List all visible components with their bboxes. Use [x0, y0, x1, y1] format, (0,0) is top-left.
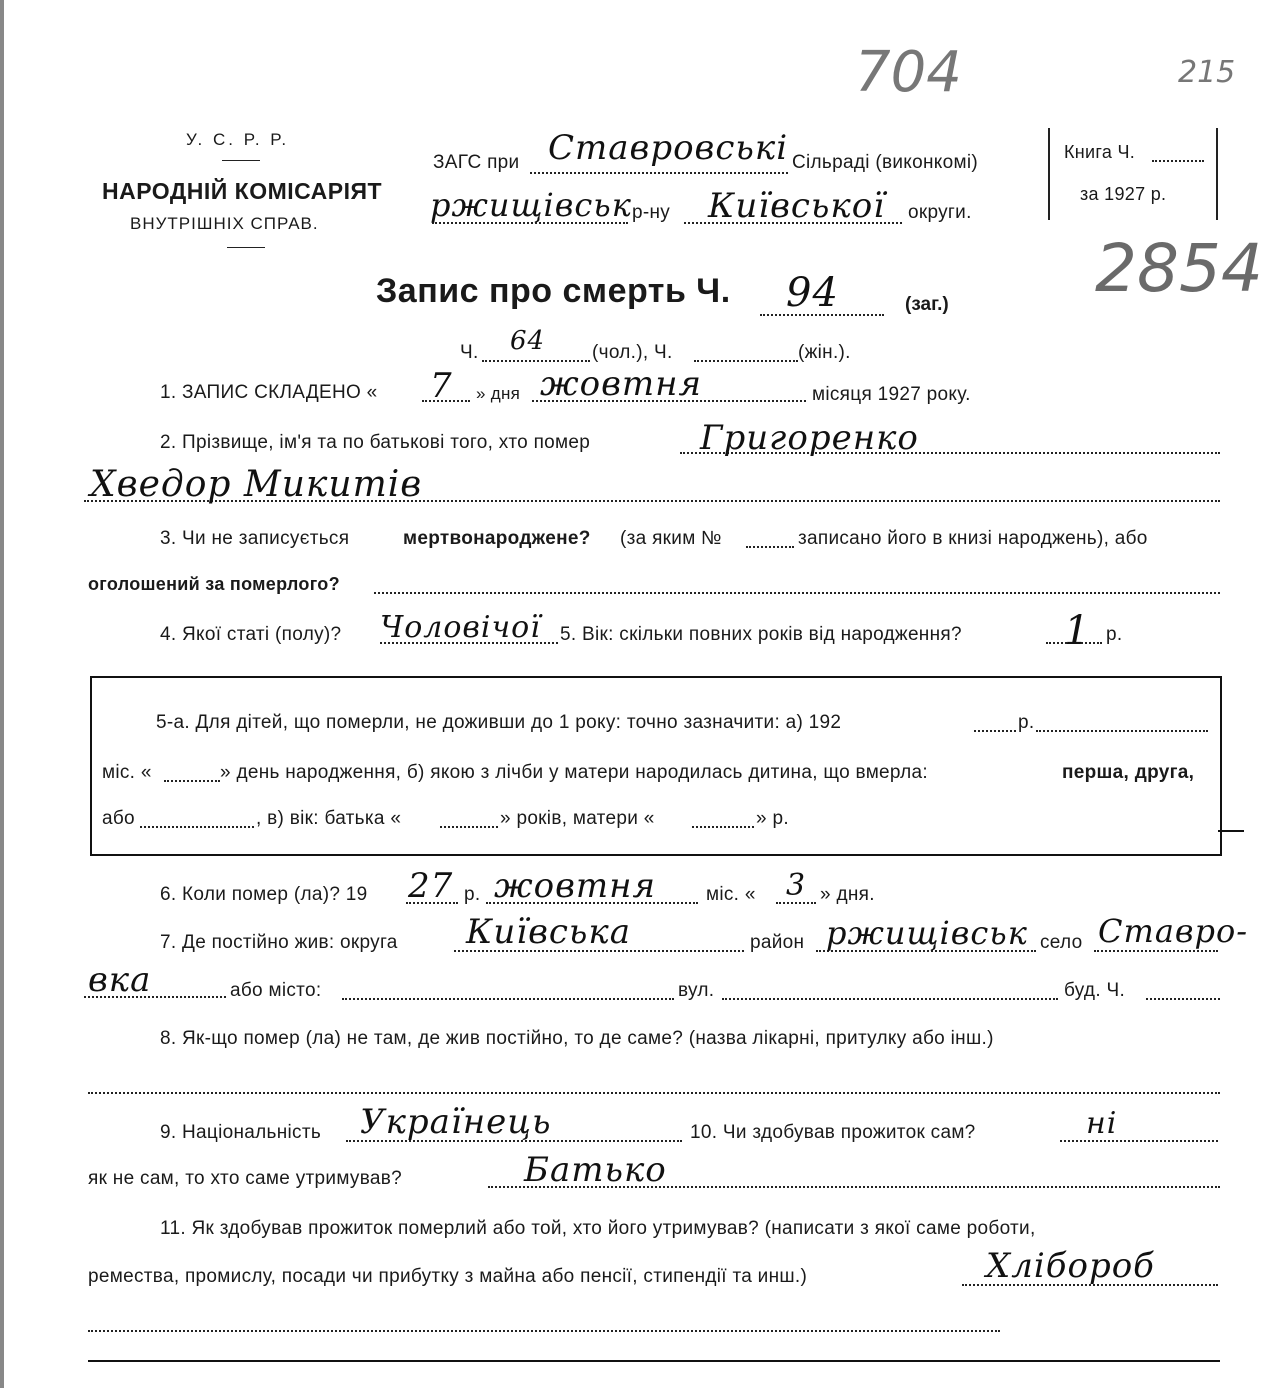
- item7-house-line: [1146, 998, 1220, 1000]
- header-commissariat: НАРОДНІЙ КОМІСАРІЯТ: [102, 178, 383, 204]
- item10-label: 10. Чи здобував прожиток сам?: [690, 1122, 976, 1143]
- item7-d: або місто:: [230, 980, 322, 1001]
- zags-village-line: [530, 172, 788, 174]
- item1-b: » дня: [476, 384, 521, 403]
- item3-e: оголошений за померлого?: [88, 574, 340, 594]
- item4-sex-handwritten: Чоловічої: [380, 610, 541, 645]
- item5a-line3a: або: [102, 808, 135, 829]
- item11-line1: 11. Як здобував прожиток померлий або той, хто його утримував? (написати з якої саме роботи,: [160, 1218, 1036, 1239]
- zags-prefix: ЗАГС при: [433, 152, 520, 173]
- pencil-number-top: 704: [855, 40, 962, 105]
- item2-text: 2. Прізвище, ім'я та по батькові того, хто помер: [160, 432, 591, 453]
- item5a-day-line: [164, 780, 220, 782]
- item7-selo-line: [1094, 950, 1218, 952]
- item4-c: р.: [1106, 624, 1123, 645]
- book-number-label: Книга Ч.: [1064, 142, 1136, 162]
- item2-surname-handwritten: Григоренко: [700, 418, 919, 458]
- item7-city-line: [342, 998, 674, 1000]
- zags-council: Сільраді (виконкомі): [792, 152, 978, 173]
- item6-b: р.: [464, 884, 481, 905]
- zags-village-handwritten: Ставровські: [548, 128, 789, 168]
- zags-okruha-handwritten: Київської: [708, 186, 886, 226]
- item1-month-handwritten: жовтня: [540, 364, 703, 404]
- item8-answer-line: [88, 1092, 1220, 1094]
- item5a-line2c: перша, друга,: [1062, 762, 1195, 783]
- item7-okruha-handwritten: Київська: [466, 912, 632, 952]
- item7-b: район: [750, 932, 805, 953]
- item11-extra-line: [88, 1330, 1000, 1332]
- item11-line2: ремества, промислу, посади чи прибутку з майна або пенсії, стипендії та инш.): [88, 1266, 808, 1287]
- item5a-line3b: , в) вік: батька «: [256, 808, 402, 829]
- item7-rayon-handwritten: ржищівськ: [826, 914, 1028, 952]
- item11-occ-handwritten: Хлібороб: [986, 1246, 1155, 1286]
- item3-b: мертвонароджене?: [403, 528, 591, 549]
- item6-year-handwritten: 27: [408, 866, 454, 906]
- zags-district-handwritten: ржищівськ: [430, 186, 632, 224]
- item5a-line2b: » день народження, б) якою з лічби у матери народилась дитина, що вмерла:: [220, 762, 928, 783]
- item1-c: місяця 1927 року.: [812, 384, 971, 405]
- item4-a: 4. Якої статі (полу)?: [160, 624, 342, 645]
- item3-d: записано його в книзі народжень), або: [798, 528, 1148, 549]
- item6-day-handwritten: 3: [786, 868, 807, 903]
- item1-a: 1. ЗАПИС СКЛАДЕНО «: [160, 382, 378, 403]
- item5a-line1b: р.: [1018, 712, 1035, 733]
- item4-b: 5. Вік: скільки повних років від народження?: [560, 624, 962, 645]
- title-male-label: (чол.), Ч.: [592, 342, 673, 363]
- item6-month-handwritten: жовтня: [494, 866, 657, 906]
- item5a-line2a: міс. «: [102, 762, 152, 783]
- item3-a: 3. Чи не записується: [160, 528, 350, 549]
- item10-who-label: як не сам, то хто саме утримував?: [88, 1168, 403, 1189]
- zags-okruha-label: округи.: [908, 202, 972, 223]
- item7-street-line: [722, 998, 1058, 1000]
- item4-age-handwritten: 1: [1064, 608, 1091, 654]
- left-binding-edge: [0, 0, 4, 1388]
- item10-who-handwritten: Батько: [524, 1150, 667, 1190]
- item5a-line3d: » р.: [756, 808, 789, 829]
- item5a-line1: 5-а. Для дітей, що померли, не доживши до 1 року: точно зазначити: а) 192: [156, 712, 842, 733]
- bottom-rule: [88, 1360, 1220, 1362]
- item5a-date-line: [1036, 730, 1208, 732]
- item1-day-handwritten: 7: [430, 366, 453, 406]
- zags-district-label: р-ну: [632, 202, 671, 223]
- item6-c: міс. «: [706, 884, 756, 905]
- item5a-order-line: [140, 826, 254, 828]
- book-year: за 1927 р.: [1080, 184, 1167, 204]
- title-total-label: (заг.): [905, 294, 949, 315]
- item5a-year-line: [974, 730, 1016, 732]
- item10-self-handwritten: ні: [1086, 1106, 1118, 1141]
- item9-a: 9. Національність: [160, 1122, 322, 1143]
- item5a-box-tick: [1218, 830, 1244, 832]
- header-republic: У. С. Р. Р.: [186, 130, 290, 149]
- item7-selo-handwritten: Ставро-: [1098, 912, 1249, 950]
- item7-f: буд. Ч.: [1064, 980, 1126, 1001]
- pencil-number-side: 2854: [1095, 230, 1263, 307]
- item5a-mother-line: [692, 826, 754, 828]
- item3-c: (за яким №: [620, 528, 722, 549]
- item5a-line3c: » років, матери «: [500, 808, 655, 829]
- header-dash-1: [222, 160, 260, 161]
- item7-c: село: [1040, 932, 1083, 953]
- title-number-handwritten: 94: [786, 270, 839, 316]
- book-number-line: [1152, 160, 1204, 162]
- pencil-number-corner: 215: [1178, 55, 1236, 90]
- item7-a: 7. Де постійно жив: округа: [160, 932, 398, 953]
- title-female-line: [694, 360, 798, 362]
- item8-text: 8. Як-що помер (ла) не там, де жив постійно, то де саме? (назва лікарні, притулку або інш.): [160, 1028, 994, 1049]
- title-female-label: (жін.).: [798, 342, 851, 363]
- title-male-handwritten: 64: [510, 326, 546, 356]
- item2-name-handwritten: Хведор Микитів: [90, 464, 423, 505]
- item5a-father-line: [440, 826, 498, 828]
- item6-d: » дня.: [820, 884, 875, 905]
- title-ch-label: Ч.: [460, 342, 479, 363]
- item7-selo2-handwritten: вка: [88, 960, 152, 1000]
- header-department: ВНУТРІШНІХ СПРАВ.: [130, 214, 319, 233]
- item9-nat-handwritten: Українець: [360, 1102, 552, 1142]
- item7-e: вул.: [678, 980, 715, 1001]
- title-male-line: [482, 360, 590, 362]
- item3-answer-line: [374, 592, 1220, 594]
- item3-number-line: [746, 546, 794, 548]
- item6-a: 6. Коли помер (ла)? 19: [160, 884, 368, 905]
- item10-self-line: [1060, 1140, 1218, 1142]
- header-dash-2: [227, 247, 265, 248]
- page-title: Запис про смерть Ч.: [376, 272, 731, 310]
